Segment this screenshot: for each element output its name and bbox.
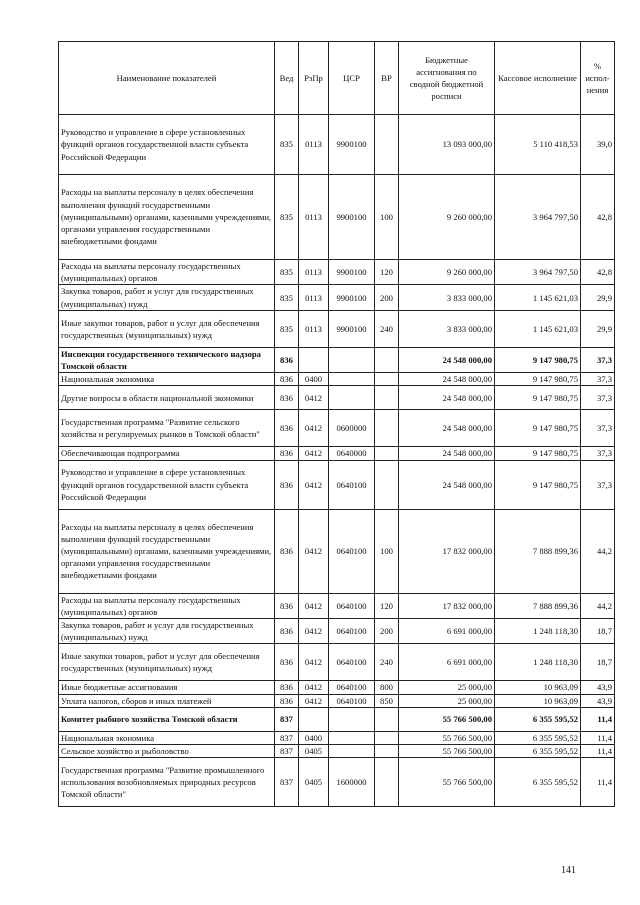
table-row bbox=[59, 310, 615, 347]
cell-vr: 120 bbox=[375, 593, 399, 618]
cell-rzpr: 0405 bbox=[299, 745, 329, 758]
cell-csr: 0640100 bbox=[329, 644, 375, 681]
cell-assign: 55 766 500,00 bbox=[399, 707, 495, 731]
cell-csr bbox=[329, 707, 375, 731]
cell-csr: 0640100 bbox=[329, 593, 375, 618]
cell-ved: 836 bbox=[275, 373, 299, 386]
cell-name: Закупка товаров, работ и услуг для государственных (муниципальных) нужд bbox=[59, 619, 275, 644]
table-row bbox=[59, 644, 615, 681]
cell-name: Закупка товаров, работ и услуг для государственных (муниципальных) нужд bbox=[59, 285, 275, 310]
cell-name: Национальная экономика bbox=[59, 731, 275, 744]
cell-rzpr bbox=[299, 707, 329, 731]
cell-vr bbox=[375, 460, 399, 509]
cell-csr: 9900100 bbox=[329, 115, 375, 175]
cell-csr: 0640100 bbox=[329, 509, 375, 593]
cell-rzpr: 0412 bbox=[299, 593, 329, 618]
cell-rzpr: 0405 bbox=[299, 758, 329, 807]
cell-rzpr: 0412 bbox=[299, 386, 329, 410]
cell-exec: 9 147 980,75 bbox=[495, 460, 581, 509]
cell-rzpr: 0113 bbox=[299, 260, 329, 285]
cell-ved: 837 bbox=[275, 745, 299, 758]
cell-pct: 43,9 bbox=[581, 681, 615, 694]
cell-pct: 11,4 bbox=[581, 731, 615, 744]
cell-csr: 1600000 bbox=[329, 758, 375, 807]
header-vr: ВР bbox=[375, 42, 399, 115]
cell-csr bbox=[329, 386, 375, 410]
cell-ved: 836 bbox=[275, 410, 299, 447]
cell-csr bbox=[329, 731, 375, 744]
cell-pct: 37,3 bbox=[581, 386, 615, 410]
cell-pct: 37,3 bbox=[581, 347, 615, 372]
table-row bbox=[59, 460, 615, 509]
cell-assign: 13 093 000,00 bbox=[399, 115, 495, 175]
table-row bbox=[59, 115, 615, 175]
cell-ved: 836 bbox=[275, 644, 299, 681]
cell-exec: 5 110 418,53 bbox=[495, 115, 581, 175]
cell-ved: 835 bbox=[275, 175, 299, 260]
table-row bbox=[59, 593, 615, 618]
cell-rzpr: 0412 bbox=[299, 681, 329, 694]
cell-vr bbox=[375, 758, 399, 807]
cell-csr: 9900100 bbox=[329, 285, 375, 310]
cell-name: Комитет рыбного хозяйства Томской области bbox=[59, 707, 275, 731]
cell-assign: 17 832 000,00 bbox=[399, 593, 495, 618]
cell-rzpr: 0412 bbox=[299, 694, 329, 707]
cell-exec: 1 145 621,03 bbox=[495, 310, 581, 347]
cell-pct: 42,8 bbox=[581, 175, 615, 260]
cell-assign: 24 548 000,00 bbox=[399, 460, 495, 509]
cell-pct: 44,2 bbox=[581, 509, 615, 593]
cell-pct: 37,3 bbox=[581, 410, 615, 447]
cell-assign: 3 833 000,00 bbox=[399, 285, 495, 310]
cell-pct: 39,0 bbox=[581, 115, 615, 175]
cell-vr bbox=[375, 707, 399, 731]
table-body bbox=[59, 115, 615, 807]
header-execution: Кассовое исполнение bbox=[495, 42, 581, 115]
cell-exec: 10 963,09 bbox=[495, 694, 581, 707]
cell-ved: 836 bbox=[275, 681, 299, 694]
cell-exec: 9 147 980,75 bbox=[495, 410, 581, 447]
cell-pct: 11,4 bbox=[581, 745, 615, 758]
cell-csr: 0640100 bbox=[329, 694, 375, 707]
table-row bbox=[59, 707, 615, 731]
cell-csr: 0640000 bbox=[329, 447, 375, 460]
cell-exec: 6 355 595,52 bbox=[495, 758, 581, 807]
cell-name: Государственная программа "Развитие промышленного использования возобновляемых природных ресурсов Томской области" bbox=[59, 758, 275, 807]
cell-pct: 11,4 bbox=[581, 707, 615, 731]
cell-ved: 836 bbox=[275, 447, 299, 460]
cell-name: Иные закупки товаров, работ и услуг для обеспечения государственных (муниципальных) нужд bbox=[59, 644, 275, 681]
header-csr: ЦСР bbox=[329, 42, 375, 115]
header-percent: % испол-нения bbox=[581, 42, 615, 115]
cell-name: Иные закупки товаров, работ и услуг для обеспечения государственных (муниципальных) нужд bbox=[59, 310, 275, 347]
cell-exec: 6 355 595,52 bbox=[495, 731, 581, 744]
cell-name: Национальная экономика bbox=[59, 373, 275, 386]
cell-name: Другие вопросы в области национальной экономики bbox=[59, 386, 275, 410]
cell-assign: 55 766 500,00 bbox=[399, 745, 495, 758]
cell-pct: 37,3 bbox=[581, 447, 615, 460]
cell-assign: 24 548 000,00 bbox=[399, 410, 495, 447]
cell-exec: 9 147 980,75 bbox=[495, 447, 581, 460]
cell-assign: 25 000,00 bbox=[399, 681, 495, 694]
cell-vr bbox=[375, 386, 399, 410]
cell-vr bbox=[375, 731, 399, 744]
cell-vr bbox=[375, 745, 399, 758]
cell-exec: 1 248 118,30 bbox=[495, 644, 581, 681]
cell-ved: 837 bbox=[275, 707, 299, 731]
cell-exec: 10 963,09 bbox=[495, 681, 581, 694]
cell-assign: 55 766 500,00 bbox=[399, 758, 495, 807]
cell-csr: 0640100 bbox=[329, 681, 375, 694]
cell-rzpr: 0400 bbox=[299, 731, 329, 744]
cell-ved: 836 bbox=[275, 694, 299, 707]
cell-ved: 836 bbox=[275, 593, 299, 618]
table-row bbox=[59, 681, 615, 694]
cell-pct: 18,7 bbox=[581, 644, 615, 681]
table-row bbox=[59, 260, 615, 285]
cell-rzpr: 0400 bbox=[299, 373, 329, 386]
cell-exec: 6 355 595,52 bbox=[495, 745, 581, 758]
table-header-row bbox=[59, 42, 615, 115]
cell-ved: 835 bbox=[275, 115, 299, 175]
cell-rzpr bbox=[299, 347, 329, 372]
cell-rzpr: 0412 bbox=[299, 447, 329, 460]
cell-assign: 24 548 000,00 bbox=[399, 373, 495, 386]
cell-rzpr: 0113 bbox=[299, 310, 329, 347]
cell-ved: 835 bbox=[275, 260, 299, 285]
cell-pct: 29,9 bbox=[581, 285, 615, 310]
cell-exec: 3 964 797,50 bbox=[495, 260, 581, 285]
header-ved: Вед bbox=[275, 42, 299, 115]
cell-ved: 836 bbox=[275, 386, 299, 410]
cell-ved: 837 bbox=[275, 758, 299, 807]
cell-ved: 837 bbox=[275, 731, 299, 744]
cell-ved: 836 bbox=[275, 509, 299, 593]
cell-name: Расходы на выплаты персоналу государственных (муниципальных) органов bbox=[59, 260, 275, 285]
cell-assign: 6 691 000,00 bbox=[399, 644, 495, 681]
cell-rzpr: 0412 bbox=[299, 410, 329, 447]
table-row bbox=[59, 410, 615, 447]
table-row bbox=[59, 758, 615, 807]
budget-table-container bbox=[58, 41, 614, 807]
cell-pct: 37,3 bbox=[581, 373, 615, 386]
table-row bbox=[59, 745, 615, 758]
cell-vr bbox=[375, 410, 399, 447]
cell-exec: 7 888 899,36 bbox=[495, 593, 581, 618]
cell-vr: 100 bbox=[375, 175, 399, 260]
cell-assign: 3 833 000,00 bbox=[399, 310, 495, 347]
cell-csr bbox=[329, 745, 375, 758]
cell-ved: 835 bbox=[275, 285, 299, 310]
table-row bbox=[59, 373, 615, 386]
table-row bbox=[59, 619, 615, 644]
cell-rzpr: 0412 bbox=[299, 619, 329, 644]
cell-exec: 1 145 621,03 bbox=[495, 285, 581, 310]
cell-pct: 43,9 bbox=[581, 694, 615, 707]
cell-name: Расходы на выплаты персоналу государственных (муниципальных) органов bbox=[59, 593, 275, 618]
cell-assign: 24 548 000,00 bbox=[399, 447, 495, 460]
cell-name: Руководство и управление в сфере установленных функций органов государственной власти субъекта Российской Федерации bbox=[59, 115, 275, 175]
cell-csr: 9900100 bbox=[329, 260, 375, 285]
table-row bbox=[59, 285, 615, 310]
table-row bbox=[59, 731, 615, 744]
budget-execution-table bbox=[58, 41, 615, 807]
cell-name: Сельское хозяйство и рыболовство bbox=[59, 745, 275, 758]
cell-rzpr: 0412 bbox=[299, 460, 329, 509]
cell-exec: 9 147 980,75 bbox=[495, 373, 581, 386]
cell-rzpr: 0113 bbox=[299, 175, 329, 260]
cell-exec: 6 355 595,52 bbox=[495, 707, 581, 731]
header-name: Наименование показателей bbox=[59, 42, 275, 115]
cell-vr bbox=[375, 373, 399, 386]
cell-exec: 1 248 118,30 bbox=[495, 619, 581, 644]
cell-pct: 11,4 bbox=[581, 758, 615, 807]
table-row bbox=[59, 386, 615, 410]
cell-ved: 836 bbox=[275, 619, 299, 644]
table-row bbox=[59, 175, 615, 260]
cell-assign: 24 548 000,00 bbox=[399, 347, 495, 372]
table-row bbox=[59, 347, 615, 372]
cell-vr: 240 bbox=[375, 310, 399, 347]
cell-assign: 24 548 000,00 bbox=[399, 386, 495, 410]
cell-name: Государственная программа "Развитие сельского хозяйства и регулируемых рынков в Томской области" bbox=[59, 410, 275, 447]
cell-csr: 9900100 bbox=[329, 175, 375, 260]
cell-name: Расходы на выплаты персоналу в целях обеспечения выполнения функций государственными (муниципальными) органами, казенными учреждениями, органами управления государственными внебюджетными фондами bbox=[59, 175, 275, 260]
cell-assign: 6 691 000,00 bbox=[399, 619, 495, 644]
cell-csr: 9900100 bbox=[329, 310, 375, 347]
cell-csr bbox=[329, 373, 375, 386]
cell-vr: 120 bbox=[375, 260, 399, 285]
cell-name: Расходы на выплаты персоналу в целях обеспечения выполнения функций государственными (муниципальными) органами, казенными учреждениями, органами управления государственными внебюджетными фондами bbox=[59, 509, 275, 593]
cell-vr: 200 bbox=[375, 619, 399, 644]
cell-pct: 42,8 bbox=[581, 260, 615, 285]
cell-assign: 17 832 000,00 bbox=[399, 509, 495, 593]
table-row bbox=[59, 447, 615, 460]
cell-csr bbox=[329, 347, 375, 372]
cell-vr bbox=[375, 347, 399, 372]
cell-name: Руководство и управление в сфере установленных функций органов государственной власти субъекта Российской Федерации bbox=[59, 460, 275, 509]
cell-name: Обеспечивающая подпрограмма bbox=[59, 447, 275, 460]
cell-exec: 3 964 797,50 bbox=[495, 175, 581, 260]
cell-vr: 240 bbox=[375, 644, 399, 681]
cell-assign: 9 260 000,00 bbox=[399, 260, 495, 285]
cell-pct: 29,9 bbox=[581, 310, 615, 347]
cell-vr: 100 bbox=[375, 509, 399, 593]
cell-ved: 836 bbox=[275, 347, 299, 372]
cell-assign: 25 000,00 bbox=[399, 694, 495, 707]
cell-pct: 37,3 bbox=[581, 460, 615, 509]
cell-vr: 800 bbox=[375, 681, 399, 694]
cell-exec: 9 147 980,75 bbox=[495, 386, 581, 410]
cell-assign: 55 766 500,00 bbox=[399, 731, 495, 744]
header-rzpr: РзПр bbox=[299, 42, 329, 115]
cell-csr: 0640100 bbox=[329, 619, 375, 644]
header-assignments: Бюджетные ассигнования по сводной бюджетной росписи bbox=[399, 42, 495, 115]
cell-vr: 850 bbox=[375, 694, 399, 707]
cell-name: Иные бюджетные ассигнования bbox=[59, 681, 275, 694]
cell-vr: 200 bbox=[375, 285, 399, 310]
cell-pct: 18,7 bbox=[581, 619, 615, 644]
cell-rzpr: 0113 bbox=[299, 115, 329, 175]
cell-ved: 836 bbox=[275, 460, 299, 509]
cell-assign: 9 260 000,00 bbox=[399, 175, 495, 260]
cell-exec: 7 888 899,36 bbox=[495, 509, 581, 593]
table-row bbox=[59, 694, 615, 707]
cell-name: Инспекция государственного технического надзора Томской области bbox=[59, 347, 275, 372]
cell-csr: 0600000 bbox=[329, 410, 375, 447]
table-row bbox=[59, 509, 615, 593]
page-number: 141 bbox=[561, 865, 576, 876]
cell-vr bbox=[375, 115, 399, 175]
cell-vr bbox=[375, 447, 399, 460]
cell-rzpr: 0113 bbox=[299, 285, 329, 310]
cell-ved: 835 bbox=[275, 310, 299, 347]
cell-rzpr: 0412 bbox=[299, 644, 329, 681]
cell-exec: 9 147 980,75 bbox=[495, 347, 581, 372]
cell-pct: 44,2 bbox=[581, 593, 615, 618]
cell-rzpr: 0412 bbox=[299, 509, 329, 593]
cell-csr: 0640100 bbox=[329, 460, 375, 509]
cell-name: Уплата налогов, сборов и иных платежей bbox=[59, 694, 275, 707]
